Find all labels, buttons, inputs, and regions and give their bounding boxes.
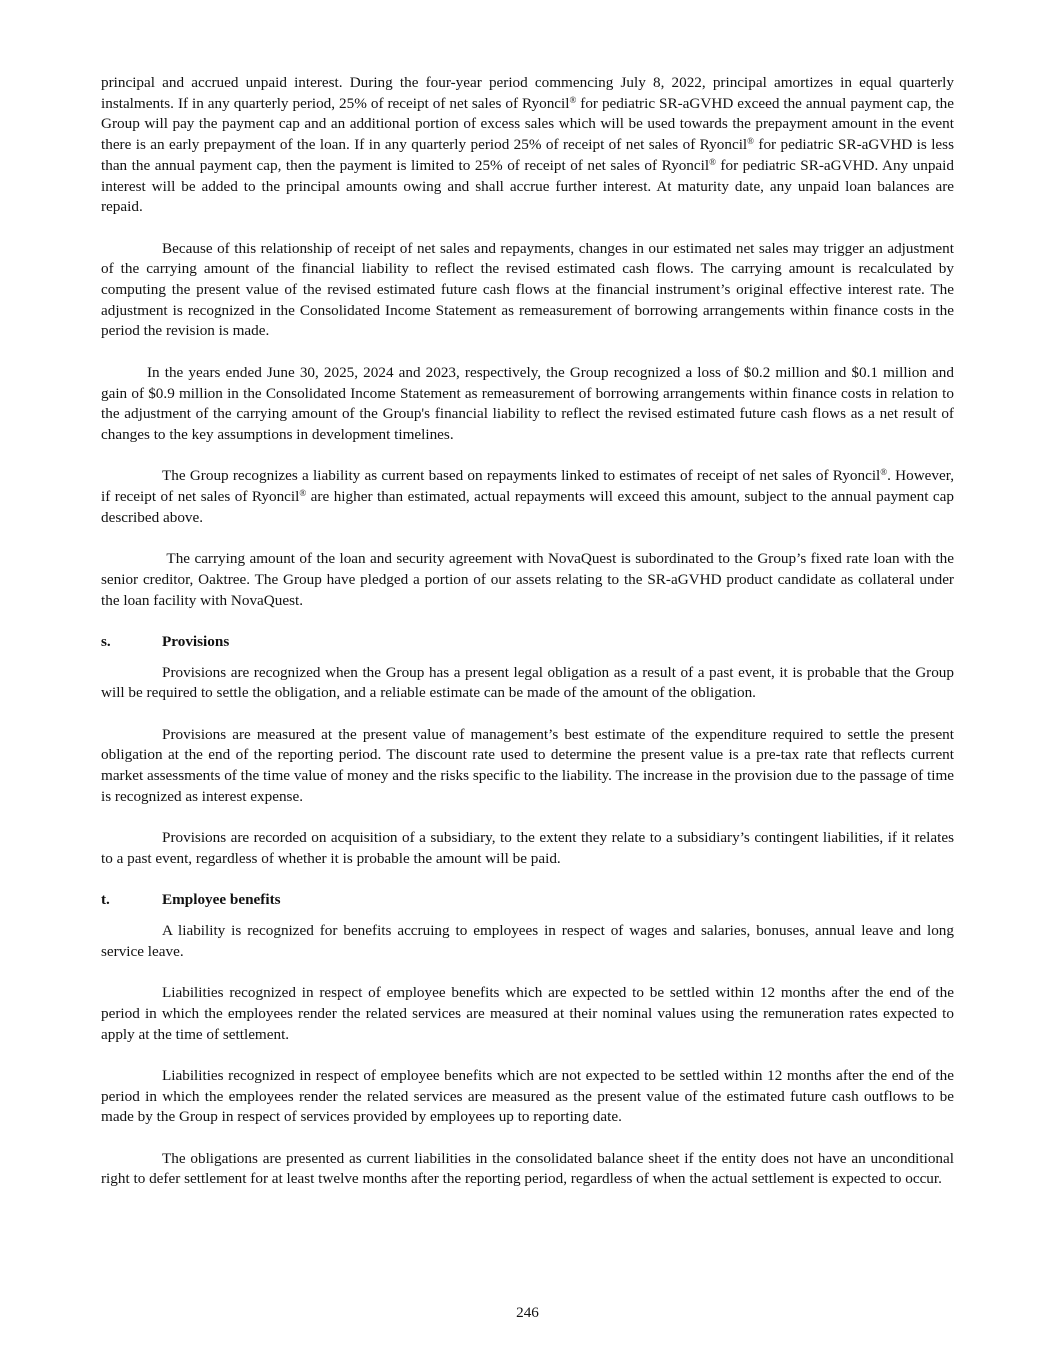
page-number: 246 [516, 1304, 539, 1321]
registered-mark: ® [569, 94, 577, 105]
text-run: principal and accrued unpaid interest. During the four-year period commencing July 8, 2022, principal amortizes in equal quarterly instalments. If in any quarterly period, 25% of receipt of net sales of Ryoncil [101, 74, 954, 112]
paragraph-benefits-presentation: The obligations are presented as current liabilities in the consolidated balance sheet if the entity does not have an unconditional right to defer settlement for at least twelve months after the reporting period, regardless of when the actual settlement is expected to occur. [101, 1149, 954, 1188]
section-heading-provisions [101, 632, 954, 653]
paragraph-remeasurement-results: In the years ended June 30, 2025, 2024 and 2023, respectively, the Group recognized a loss of $0.2 million and $0.1 million and gain of $0.9 million in the Consolidated Income Statement as remeasurement of borrowing arrangements within finance costs in relation to the adjustment of the carrying amount of the Group's financial liability to reflect the revised estimated future cash flows as a net result of changes to the key assumptions in development timelines. [101, 363, 954, 443]
registered-mark: ® [747, 136, 754, 147]
section-title: Employee benefits [162, 891, 281, 909]
paragraph-subordination: The carrying amount of the loan and security agreement with NovaQuest is subordinated to the Group’s fixed rate loan with the senior creditor, Oaktree. The Group have pledged a portion of our assets relating to the SR-aGVHD product candidate as collateral under the loan facility with NovaQuest. [101, 550, 958, 609]
paragraph-carrying-amount-adjustment: Because of this relationship of receipt of net sales and repayments, changes in our estimated net sales may trigger an adjustment of the carrying amount of the financial liability to reflect the revised estimated cash flows. The carrying amount is recalculated by computing the present value of the revised estimated future cash flows at the financial instrument’s original effective interest rate. The adjustment is recognized in the Consolidated Income Statement as remeasurement of borrowing arrangements within finance costs in the period the revision is made. [101, 239, 954, 340]
text-run: are higher than estimated, actual repayments will exceed this amount, subject to the annual payment cap described above. [101, 488, 954, 526]
paragraph-benefits-long-term: Liabilities recognized in respect of employee benefits which are not expected to be settled within 12 months after the end of the period in which the employees render the related services are measured as the present value of the estimated future cash outflows to be made by the Group in respect of services provided by employees up to reporting date. [101, 1066, 954, 1126]
page-content [101, 73, 958, 1211]
text-run: . However, if receipt of net sales of Ryoncil [101, 467, 954, 506]
text-run: for pediatric SR-aGVHD. Any unpaid interest will be added to the principal amounts owing and shall accrue further interest. At maturity date, any unpaid loan balances are repaid. [101, 156, 954, 216]
paragraph-loan-amortization [101, 73, 954, 218]
paragraph-provisions-measurement: Provisions are measured at the present value of management’s best estimate of the expenditure required to settle the present obligation at the end of the reporting period. The discount rate used to determine the present value is a pre-tax rate that reflects current market assessments of the time value of money and the risks specific to the liability. The increase in the provision due to the passage of time is recognized as interest expense. [101, 725, 954, 805]
text-run: for pediatric SR-aGVHD is less than the annual payment cap, then the payment is limited to 25% of receipt of net sales of Ryoncil [101, 136, 954, 174]
text-run: The Group recognizes a liability as current based on repayments linked to estimates of receipt of net sales of Ryoncil [162, 467, 881, 485]
section-label: s. [101, 632, 111, 650]
registered-mark: ® [709, 156, 716, 167]
paragraph-provisions-acquisition: Provisions are recorded on acquisition of a subsidiary, to the extent they relate to a subsidiary’s contingent liabilities, if it relates to a past event, regardless of whether it is probable the amount will be paid. [101, 829, 954, 867]
text-run: for pediatric SR-aGVHD exceed the annual payment cap, the Group will pay the payment cap and an additional portion of excess sales which will be used towards the prepayment amount in the event there is an early prepayment of the loan. If in any quarterly period 25% of receipt of net sales of Ryoncil [101, 94, 954, 154]
section-heading-employee-benefits [101, 890, 954, 911]
registered-mark: ® [299, 488, 307, 499]
paragraph-benefits-liability: A liability is recognized for benefits accruing to employees in respect of wages and salaries, bonuses, annual leave and long service leave. [101, 922, 954, 960]
registered-mark: ® [880, 467, 888, 478]
paragraph-benefits-short-term: Liabilities recognized in respect of employee benefits which are expected to be settled within 12 months after the end of the period in which the employees render the related services are measured at their nominal values using the remuneration rates expected to apply at the time of settlement. [101, 984, 954, 1043]
section-title: Provisions [162, 632, 230, 650]
section-label: t. [101, 891, 110, 909]
paragraph-provisions-recognition: Provisions are recognized when the Group has a present legal obligation as a result of a past event, it is probable that the Group will be required to settle the obligation, and a reliable estimate can be made of the amount of the obligation. [101, 663, 954, 702]
paragraph-current-liability [101, 466, 954, 528]
